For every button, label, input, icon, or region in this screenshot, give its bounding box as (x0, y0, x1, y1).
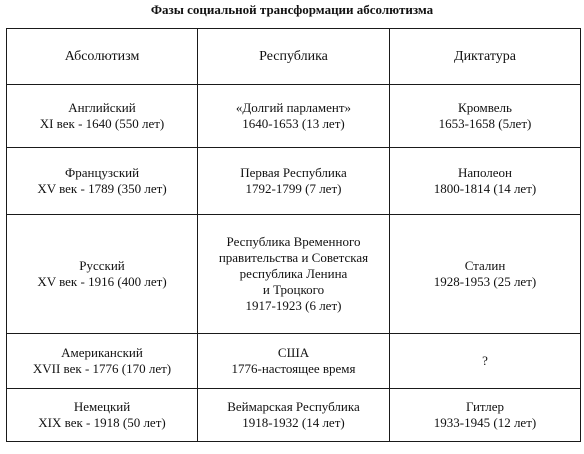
cell-line: Французский (64, 165, 140, 180)
cell-republic (198, 85, 390, 148)
cell-line: Республика Временного (226, 234, 361, 249)
cell-line: 1640-1653 (13 лет) (242, 116, 345, 131)
cell-line: Первая Республика (240, 165, 347, 180)
cell-dictatorship (390, 148, 581, 215)
cell-dictatorship (390, 389, 581, 442)
table-row (7, 85, 581, 148)
cell-absolutism (7, 148, 198, 215)
cell-absolutism (7, 389, 198, 442)
cell-line: Сталин (464, 258, 506, 273)
table-header-row (7, 29, 581, 85)
table-row (7, 215, 581, 334)
cell-dictatorship (390, 334, 581, 389)
cell-line: XIX век - 1918 (50 лет) (38, 415, 166, 430)
cell-line: XVII век - 1776 (170 лет) (32, 361, 172, 376)
cell-line: XV век - 1789 (350 лет) (37, 181, 167, 196)
cell-line: 1928-1953 (25 лет) (433, 274, 537, 289)
phases-table (6, 28, 581, 442)
cell-line: 1917-1923 (6 лет) (245, 298, 342, 313)
cell-dictatorship (390, 215, 581, 334)
cell-republic (198, 334, 390, 389)
cell-line: Русский (79, 258, 125, 273)
cell-line: Кромвель (458, 100, 512, 115)
page-title: Фазы социальной трансформации абсолютизма (150, 2, 434, 17)
cell-line: Английский (68, 100, 136, 115)
cell-absolutism (7, 334, 198, 389)
cell-line: 1800-1814 (14 лет) (433, 181, 537, 196)
cell-absolutism (7, 215, 198, 334)
cell-republic (198, 215, 390, 334)
cell-absolutism (7, 85, 198, 148)
cell-line: 1792-1799 (7 лет) (245, 181, 342, 196)
cell-line: Гитлер (465, 399, 505, 414)
cell-line: Наполеон (458, 165, 512, 180)
cell-line: «Долгий парламент» (235, 100, 352, 115)
cell-line: республика Ленина (239, 266, 348, 281)
cell-dictatorship (390, 85, 581, 148)
cell-line: 1653-1658 (5лет) (438, 116, 532, 131)
cell-line: Веймарская Республика (227, 399, 360, 414)
cell-line: 1918-1932 (14 лет) (242, 415, 345, 430)
cell-line: XI век - 1640 (550 лет) (39, 116, 165, 131)
cell-line: 1776-настоящее время (231, 361, 356, 376)
cell-line: XV век - 1916 (400 лет) (37, 274, 167, 289)
header-dictatorship: Диктатура (390, 29, 581, 85)
cell-line: 1933-1945 (12 лет) (433, 415, 537, 430)
cell-line: Немецкий (73, 399, 131, 414)
cell-line: ? (482, 353, 488, 368)
cell-line: Американский (61, 345, 143, 360)
header-absolutism: Абсолютизм (7, 29, 198, 85)
header-republic: Республика (198, 29, 390, 85)
cell-republic (198, 389, 390, 442)
table-row (7, 148, 581, 215)
cell-republic (198, 148, 390, 215)
cell-line: и Троцкого (262, 282, 325, 297)
table-row (7, 389, 581, 442)
cell-line: правительства и Советская (218, 250, 369, 265)
cell-line: США (277, 345, 310, 360)
table-row (7, 334, 581, 389)
